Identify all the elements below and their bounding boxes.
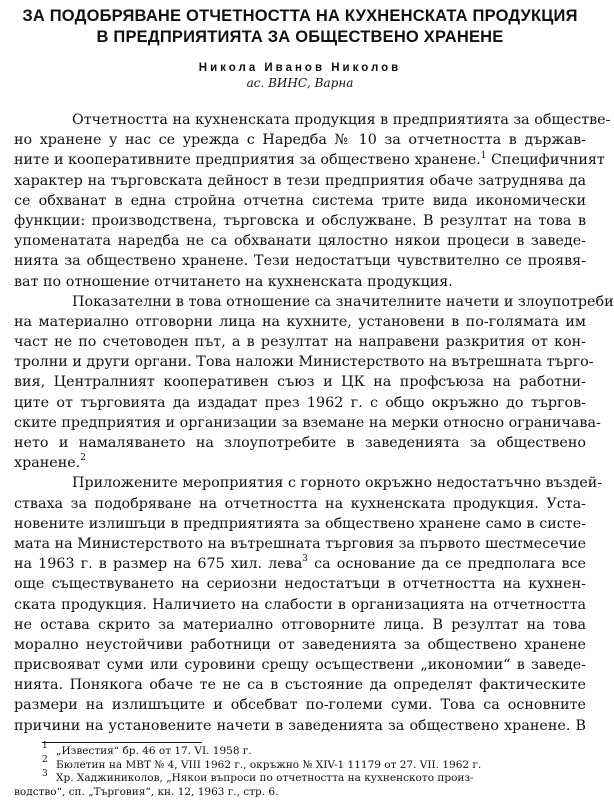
footnote-text: „Известия“ бр. 46 от 17. VI. 1958 г. [56, 744, 252, 757]
text-line: нията. Понякога обаче те не са в състояние да определят фактическите [14, 677, 586, 694]
text-line: Показателни в това отношение са значителните начети и злоупотреби [72, 293, 614, 310]
footnote-1: $^1$ „Известия“ бр. 46 от 17. VI. 1958 г. [42, 741, 252, 757]
text-line: на материално отговорни лица на кухните, установени в по-голямата им [14, 313, 586, 330]
footnote-text: Бюлетин на МВТ № 4, VIII 1962 г., окръжно № XIV-1 11179 от 27. VII. 1962 г. [56, 758, 482, 771]
text-line: още съществуването на сериозни недостатъци в отчетността на кухнен- [14, 576, 586, 593]
footnote-ref-3[interactable]: 3 [302, 554, 308, 565]
text-line: но хранене у нас се урежда с Наредба № 10 за отчетността в държав- [14, 132, 586, 149]
text-line: не остава скрито за материално отговорните лица. В резултат на това [14, 616, 586, 633]
text-line: част не по счетоводен път, а в резултат на направени разкрития от кон- [14, 334, 586, 351]
footnotes [14, 741, 586, 800]
footnote-text: Хр. Хаджиниколов, „Някои въпроси по отчетността на кухненското произ- [56, 772, 474, 785]
text-line: причини на установените начети в заведенията за обществено хранене. В [14, 717, 586, 734]
footnote-3: $^3$ Хр. Хаджиниколов, „Някои въпроси по отчетността на кухненското произ- [42, 768, 474, 785]
text-line-with-footnote [14, 554, 586, 574]
text-line: тролни и други органи. Това наложи Министерството на вътрешната търго- [14, 354, 594, 371]
footnote-ref-2[interactable]: 2 [80, 453, 86, 464]
article-title [14, 6, 586, 48]
text-line: ските предприятия и организации за вземане на мерки относно ограничава- [14, 414, 601, 431]
footnote-ref-1[interactable]: 1 [480, 150, 487, 161]
text-fragment: са основание да се предполага все [307, 556, 586, 573]
text-line: упоменатата наредба не са обхванати цялостно някои процеси в заведе- [14, 233, 586, 250]
text-line: ците от търговията да издадат през 1962 г. с общо окръжно до търгов- [14, 394, 586, 411]
paragraph-1 [14, 110, 611, 292]
paragraph-3 [14, 473, 603, 735]
text-line: новените излишъци в предприятията за обществено хранене само в систе- [14, 515, 586, 532]
text-line: Отчетността на кухненската продукция в предприятията за обществе- [72, 112, 611, 128]
text-line: характер на търговската дейност в тези предприятия обаче затруднява да [14, 172, 586, 189]
text-line: вия, Централният кооперативен съюз и ЦК на профсъюза на работни- [14, 374, 586, 391]
text-line: ват по отношение отчитането на кухненската продукция. [14, 273, 453, 290]
text-line: размери на излишъците и обсебват по-големи суми. Това са основните [14, 697, 586, 714]
text-fragment: ните и кооперативните предприятия за обществено хранене. [14, 152, 481, 169]
text-line: нето и намаляването на злоупотребите в заведенията за обществено [14, 435, 586, 451]
text-line: се обхванат в една стройна отчетна система трите вида икономически [14, 192, 586, 209]
text-line-with-footnote [14, 150, 605, 170]
article-body [14, 110, 614, 736]
text-fragment: Специфичният [486, 152, 605, 169]
text-line: Приложените мероприятия с горното окръжно недостатъчно въздей- [72, 475, 603, 492]
author-name: Никола Иванов Николов [198, 62, 402, 74]
text-line: нията за обществено хранене. Тези недостатъци чувствително се проявя- [14, 253, 586, 270]
text-line: ската продукция. Наличието на слабости в организацията на отчетността [14, 596, 586, 613]
paragraph-2 [14, 292, 614, 474]
text-fragment: на 1963 г. в размер на 675 хил. лева [14, 556, 303, 573]
text-line: стваха за подобряване на отчетността на кухненската продукция. Уста- [14, 495, 586, 512]
footnote-separator [42, 742, 202, 743]
text-line-with-footnote [14, 453, 586, 473]
title-line-2: В ПРЕДПРИЯТИЯТА ЗА ОБЩЕСТВЕНО ХРАНЕНЕ [96, 28, 504, 46]
text-line: морално неустойчиви работници от заведенията за обществено хранене [14, 636, 586, 653]
title-line-1: ЗА ПОДОБРЯВАНЕ ОТЧЕТНОСТТА НА КУХНЕНСКАТА ПРОДУКЦИЯ [22, 7, 578, 25]
text-fragment: хранене. [14, 455, 81, 472]
footnote-2: $^2$ Бюлетин на МВТ № 4, VIII 1962 г., окръжно № XIV-1 11179 от 27. VII. 1962 г. [42, 755, 482, 771]
text-line: мата на Министерството на вътрешната търговия за първото шестмесечие [14, 535, 587, 552]
author-affiliation: ас. ВИНС, Варна [246, 76, 354, 90]
text-line: функции: производствена, търговска и обслужване. В резултат на това в [14, 212, 586, 229]
text-line: присвояват суми или суровини срещу осъществени „икономии“ в заведе- [14, 657, 586, 674]
footnote-3-continuation: водство“, сп. „Търговия“, кн. 12, 1963 г., стр. 6. [14, 786, 279, 799]
